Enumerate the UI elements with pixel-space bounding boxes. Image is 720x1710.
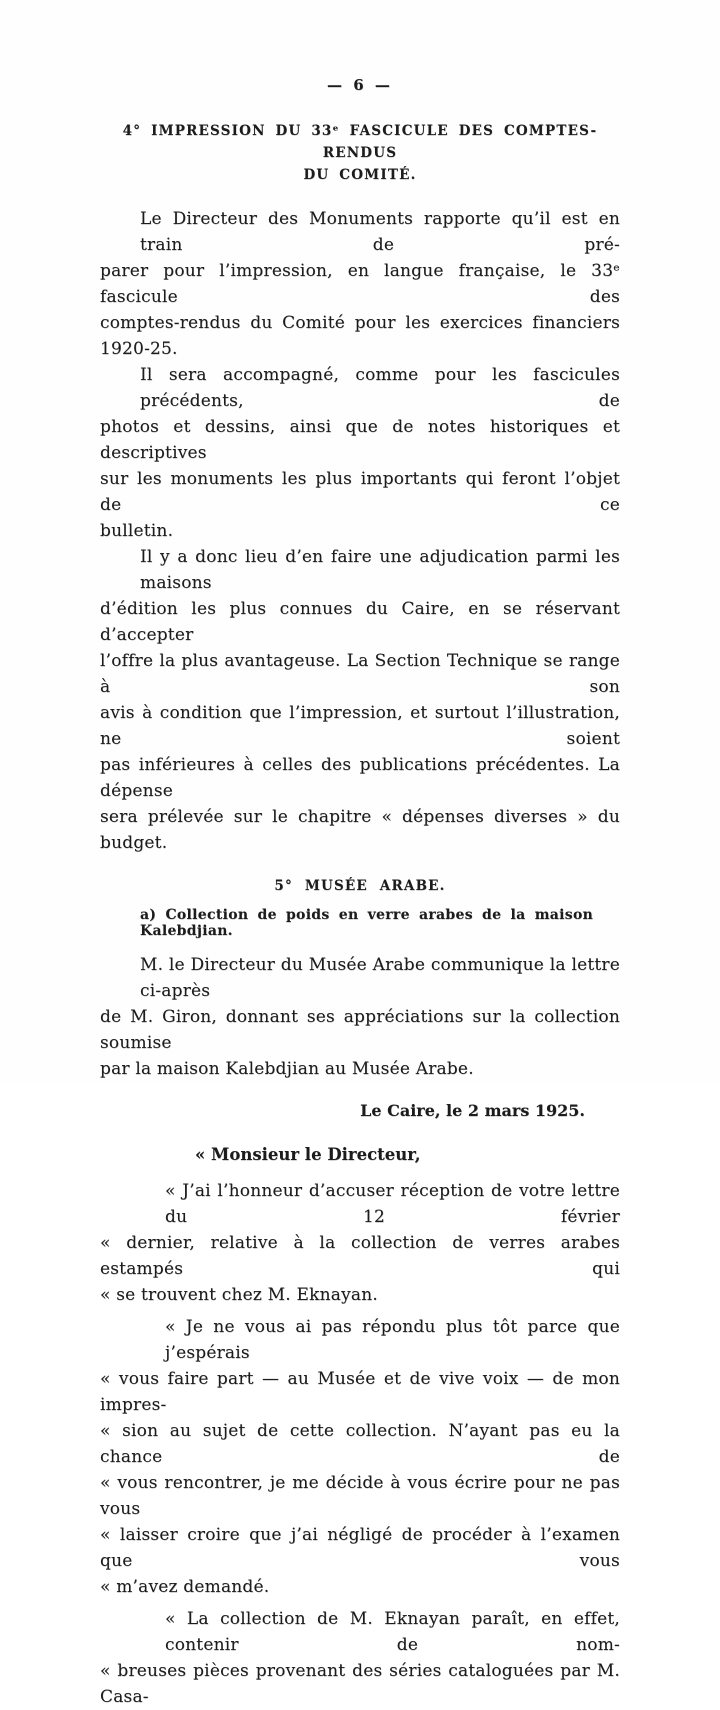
text-line: « sion au sujet de cette collection. N’ayant pas eu la chance de (100, 1421, 620, 1467)
text-line: bulletin. (100, 521, 174, 541)
text-block (100, 76, 620, 1710)
text-line: M. le Directeur du Musée Arabe communique la lettre ci-après (140, 955, 620, 1001)
text-line: parer pour l’impression, en langue française, le 33ᵉ fascicule des (100, 261, 620, 307)
subsection-a-heading: a) Collection de poids en verre arabes de la maison Kalebdjian. (140, 907, 594, 939)
text-line: par la maison Kalebdjian au Musée Arabe. (100, 1059, 474, 1079)
text-line: Il sera accompagné, comme pour les fascicules précédents, de (140, 365, 620, 411)
text-line: « se trouvent chez M. Eknayan. (100, 1285, 378, 1305)
text-line: comptes-rendus du Comité pour les exercices financiers 1920-25. (100, 313, 620, 359)
text-line: de M. Giron, donnant ses appréciations sur la collection soumise (100, 1007, 620, 1053)
text-line: l’offre la plus avantageuse. La Section Technique se range à son (100, 651, 620, 697)
letter-salutation: « Monsieur le Directeur, (195, 1145, 421, 1164)
text-line: pas inférieures à celles des publications précédentes. La dépense (100, 755, 620, 801)
text-line: « Je ne vous ai pas répondu plus tôt parce que j’espérais (165, 1317, 620, 1363)
letter-dateline: Le Caire, le 2 mars 1925. (360, 1101, 585, 1120)
text-line: « m’avez demandé. (100, 1577, 270, 1597)
text-line: photos et dessins, ainsi que de notes historiques et descriptives (100, 417, 620, 463)
text-line: « J’ai l’honneur d’accuser réception de votre lettre du 12 février (165, 1181, 620, 1227)
text-line: sur les monuments les plus importants qui feront l’objet de ce (100, 469, 620, 515)
section-4-heading (100, 120, 620, 186)
text-line: « dernier, relative à la collection de verres arabes estampés qui (100, 1233, 620, 1279)
text-line: « vous rencontrer, je me décide à vous écrire pour ne pas vous (100, 1473, 620, 1519)
text-line: « vous faire part — au Musée et de vive voix — de mon impres- (100, 1369, 620, 1415)
text-line: d’édition les plus connues du Caire, en se réservant d’accepter (100, 599, 620, 645)
paragraph-2 (100, 362, 620, 544)
text-line: « laisser croire que j’ai négligé de procéder à l’examen que vous (100, 1525, 620, 1571)
letter-paragraph-1 (100, 1178, 620, 1308)
letter-paragraph-2 (100, 1314, 620, 1600)
text-line: Le Directeur des Monuments rapporte qu’il est en train de pré- (140, 209, 620, 255)
text-line: « breuses pièces provenant des séries cataloguées par M. Casa- (100, 1661, 620, 1707)
text-line: sera prélevée sur le chapitre « dépenses diverses » du budget. (100, 807, 620, 853)
page-number: — 6 — (327, 76, 393, 94)
paragraph-4 (100, 952, 620, 1082)
section-4-heading-line-1: 4° IMPRESSION DU 33ᵉ FASCICULE DES COMPTES-RENDUS (122, 123, 598, 161)
section-5-heading: 5° MUSÉE ARABE. (274, 878, 446, 894)
letter-paragraph-3 (100, 1606, 620, 1710)
text-line: Il y a donc lieu d’en faire une adjudication parmi les maisons (140, 547, 620, 593)
text-line: avis à condition que l’impression, et surtout l’illustration, ne soient (100, 703, 620, 749)
section-4-heading-line-2: DU COMITÉ. (303, 167, 417, 183)
paragraph-1 (100, 206, 620, 362)
paragraph-3 (100, 544, 620, 856)
text-line: « La collection de M. Eknayan paraît, en effet, contenir de nom- (165, 1609, 620, 1655)
